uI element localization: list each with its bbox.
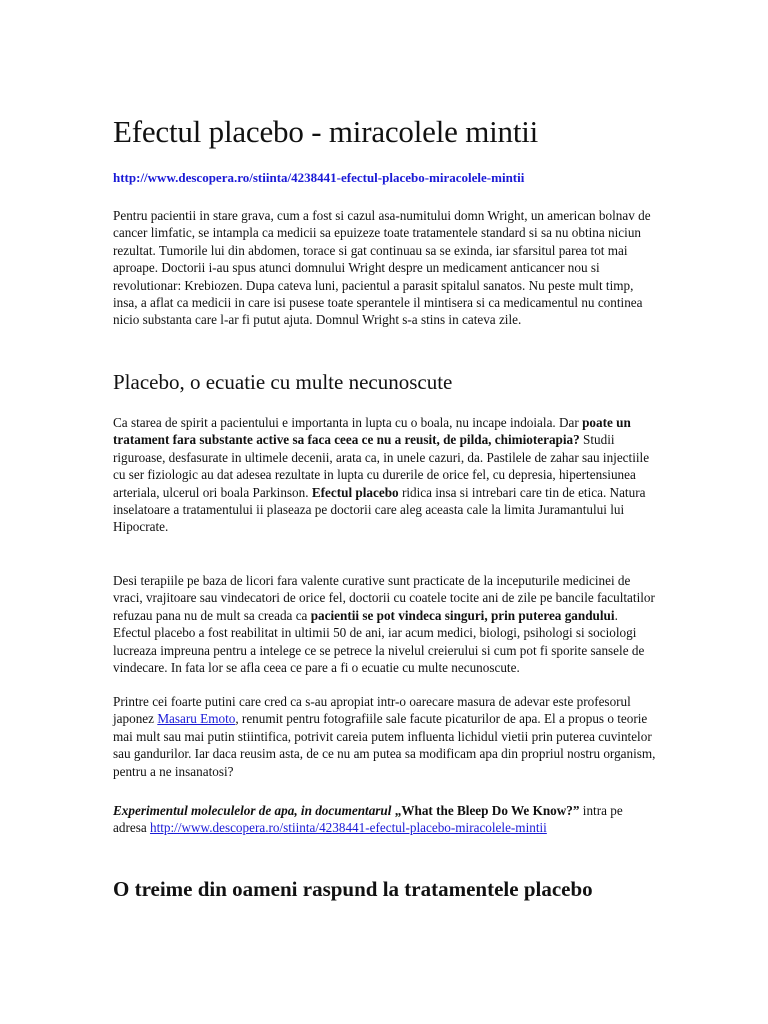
text-segment: intra pe adresa (113, 803, 623, 836)
source-url-link[interactable]: http://www.descopera.ro/stiinta/4238441-efectul-placebo-miracolele-mintii (113, 170, 525, 185)
section-heading-o-treime: O treime din oameni raspund la tratamentele placebo (113, 877, 593, 901)
bold-phrase: pacientii se pot vindeca singuri, prin puterea gandului (310, 607, 615, 623)
text-segment: . Efectul placebo a fost reabilitat in ultimii 50 de ani, iar acum medici, biologi, psihologi si sociologi lucreaza impreuna pentru a intelege ce se petrece la nivelul creierului si cum pot fi sporite sansele de vindecare. In fata lor se afla ceea ce pare a fi o ecuatie cu multe necunoscute. (113, 607, 645, 676)
text-segment: Printre cei foarte putini care cred ca s-au apropiat intr-o oarecare masura de adevar este profesorul japonez (113, 694, 631, 727)
italic-lead: Experimentul moleculelor de apa, in documentarul (113, 803, 392, 818)
documentary-title: „What the Bleep Do We Know?” (391, 803, 580, 818)
paragraph-emoto (113, 693, 658, 780)
text-segment: ridica insa si intrebari care tin de etica. Natura inselatoare a tratamentului ii plaseaza pe doctorii care aleg aceasta cale la limita Juramantului lui Hipocrate. (113, 484, 646, 535)
paragraph-documentar (113, 802, 658, 837)
section-heading-placebo-ecuatie: Placebo, o ecuatie cu multe necunoscute (113, 370, 453, 394)
text-segment: Desi terapiile pe baza de licori fara valente curative sunt practicate de la inceputurile medicinei de vraci, vrajitoare sau vindecatori de orice fel, doctorii cu coatele tocite ani de zile pe bancile facultatilor refuzau pana nu de mult sa creada ca (113, 573, 655, 623)
masaru-emoto-link[interactable]: Masaru Emoto (157, 711, 236, 727)
text-segment: , renumit pentru fotografiile sale facute picaturilor de apa. El a propus o teorie mai mult sau mai putin stiintifica, potrivit careia putem influenta lichidul vietii prin puterea cuvintelor sau gandurilor. Iar daca reusim asta, de ce nu am putea sa modificam apa din propriul nostru organism, pentru a ne insanatosi? (113, 711, 656, 779)
article-title: Efectul placebo - miracolele mintii (113, 114, 539, 149)
paragraph-terapii (113, 572, 658, 676)
bold-question: poate un tratament fara substante active sa faca ceea ce nu a reusit, de pilda, chimioterapia? (113, 415, 631, 448)
intro-paragraph: Pentru pacientii in stare grava, cum a fost si cazul asa-numitului domn Wright, un american bolnav de cancer limfatic, se intampla ca medicii sa epuizeze toate tratamentele standard si sa nu obtina niciun rezultat. Tumorile lui din abdomen, torace si gat continuau sa se exinda, iar sfarsitul parea tot mai aproape. Doctorii i-au spus atunci domnului Wright despre un medicament anticancer nou si revolutionar: Krebiozen. Dupa cateva luni, pacientul a parasit spitalul sanatos. Nu peste mult timp, insa, a aflat ca medicii in care isi pusese toate sperantele il mintisera si ca medicamentul nu continea nicio substanta care l-ar fi putut ajuta. Domnul Wright s-a stins in cateva zile. (113, 208, 651, 328)
paragraph-stare-de-spirit (113, 414, 658, 536)
documentary-url-link[interactable]: http://www.descopera.ro/stiinta/4238441-efectul-placebo-miracolele-mintii (149, 820, 547, 836)
text-segment: Studii riguroase, desfasurate in ultimele decenii, arata ca, in unele cazuri, da. Pastilele de zahar sau injectiile cu ser fiziologic au dat adesea rezultate in lupta cu durerile de orice fel, cu depresia, hipertensiunea arteriala, ulcerul ori boala Parkinson. (113, 432, 650, 500)
text-segment: Ca starea de spirit a pacientului e importanta in lupta cu o boala, nu incape indoiala. Dar (113, 415, 583, 430)
bold-term: Efectul placebo (311, 484, 399, 500)
